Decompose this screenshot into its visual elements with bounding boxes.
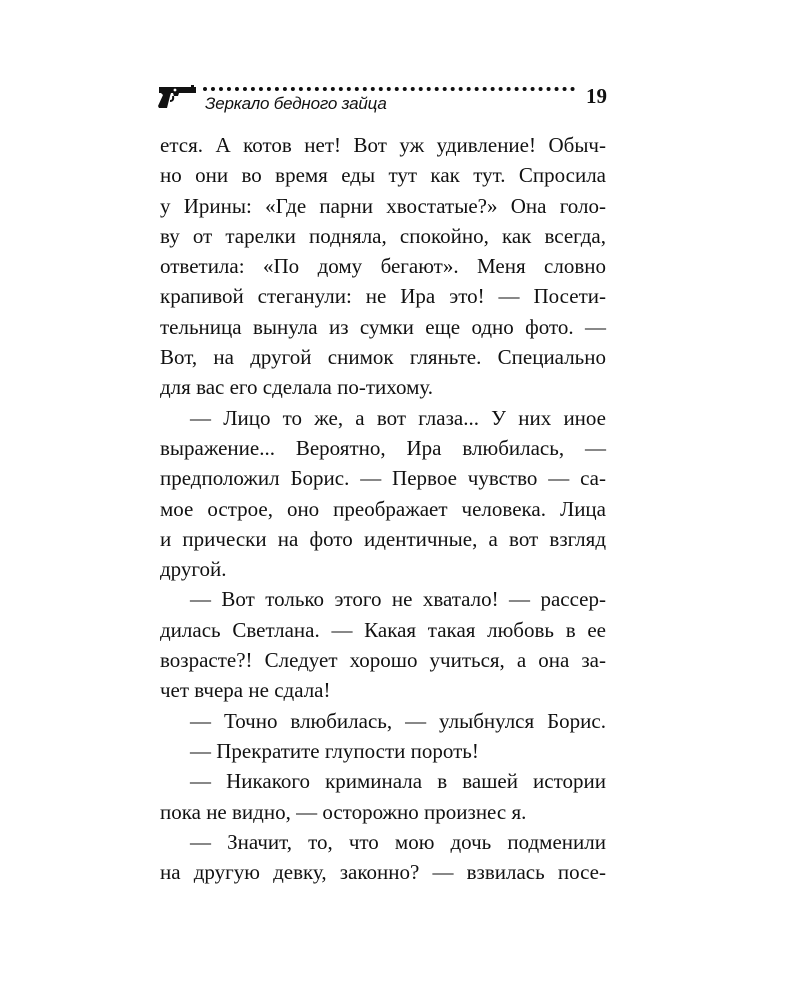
body-text bbox=[160, 130, 606, 887]
running-title: Зеркало бедного зайца bbox=[205, 94, 387, 113]
text-line: и прически на фото идентичные, а вот взгляд bbox=[160, 526, 606, 551]
text-line: ется. А котов нет! Вот уж удивление! Обыч- bbox=[160, 133, 606, 157]
text-line: пока не видно, — осторожно произнес я. bbox=[160, 799, 527, 824]
text-line: — Никакого криминала в вашей истории bbox=[190, 769, 606, 794]
text-line: мое острое, оно преображает человека. Лица bbox=[160, 496, 606, 521]
text-line: ву от тарелки подняла, спокойно, как всегда, bbox=[160, 223, 606, 248]
text-line: другой. bbox=[160, 557, 227, 582]
text-line: для вас его сделала по-тихому. bbox=[160, 375, 434, 400]
text-line: ответила: «По дому бегают». Меня словно bbox=[160, 254, 606, 279]
text-line: тельница вынула из сумки еще одно фото. — bbox=[160, 314, 606, 339]
text-line: — Значит, то, что мою дочь подменили bbox=[190, 829, 606, 854]
text-line: — Лицо то же, а вот глаза... У них иное bbox=[190, 405, 606, 430]
text-line: Вот, на другой снимок гляньте. Специально bbox=[160, 345, 606, 370]
text-line: крапивой стеганули: не Ира это! — Посети- bbox=[160, 284, 606, 309]
text-line: но они во время еды тут как тут. Спросила bbox=[160, 163, 606, 188]
text-line: — Прекратите глупости пороть! bbox=[190, 738, 479, 763]
text-line: у Ирины: «Где парни хвостатые?» Она голо- bbox=[160, 193, 606, 218]
running-header bbox=[157, 78, 607, 118]
revolver-icon bbox=[157, 84, 197, 110]
page-number: 19 bbox=[586, 84, 607, 108]
text-line: возрасте?! Следует хорошо учиться, а она за- bbox=[160, 648, 606, 673]
text-line: — Вот только этого не хватало! — рассер- bbox=[190, 587, 606, 612]
text-line: выражение... Вероятно, Ира влюбилась, — bbox=[160, 435, 606, 460]
text-line: дилась Светлана. — Какая такая любовь в ее bbox=[160, 617, 606, 642]
text-line: предположил Борис. — Первое чувство — са- bbox=[160, 466, 606, 491]
text-line: — Точно влюбилась, — улыбнулся Борис. bbox=[190, 708, 606, 733]
text-line: на другую девку, законно? — взвилась посе- bbox=[160, 860, 606, 885]
text-line: чет вчера не сдала! bbox=[160, 678, 331, 703]
